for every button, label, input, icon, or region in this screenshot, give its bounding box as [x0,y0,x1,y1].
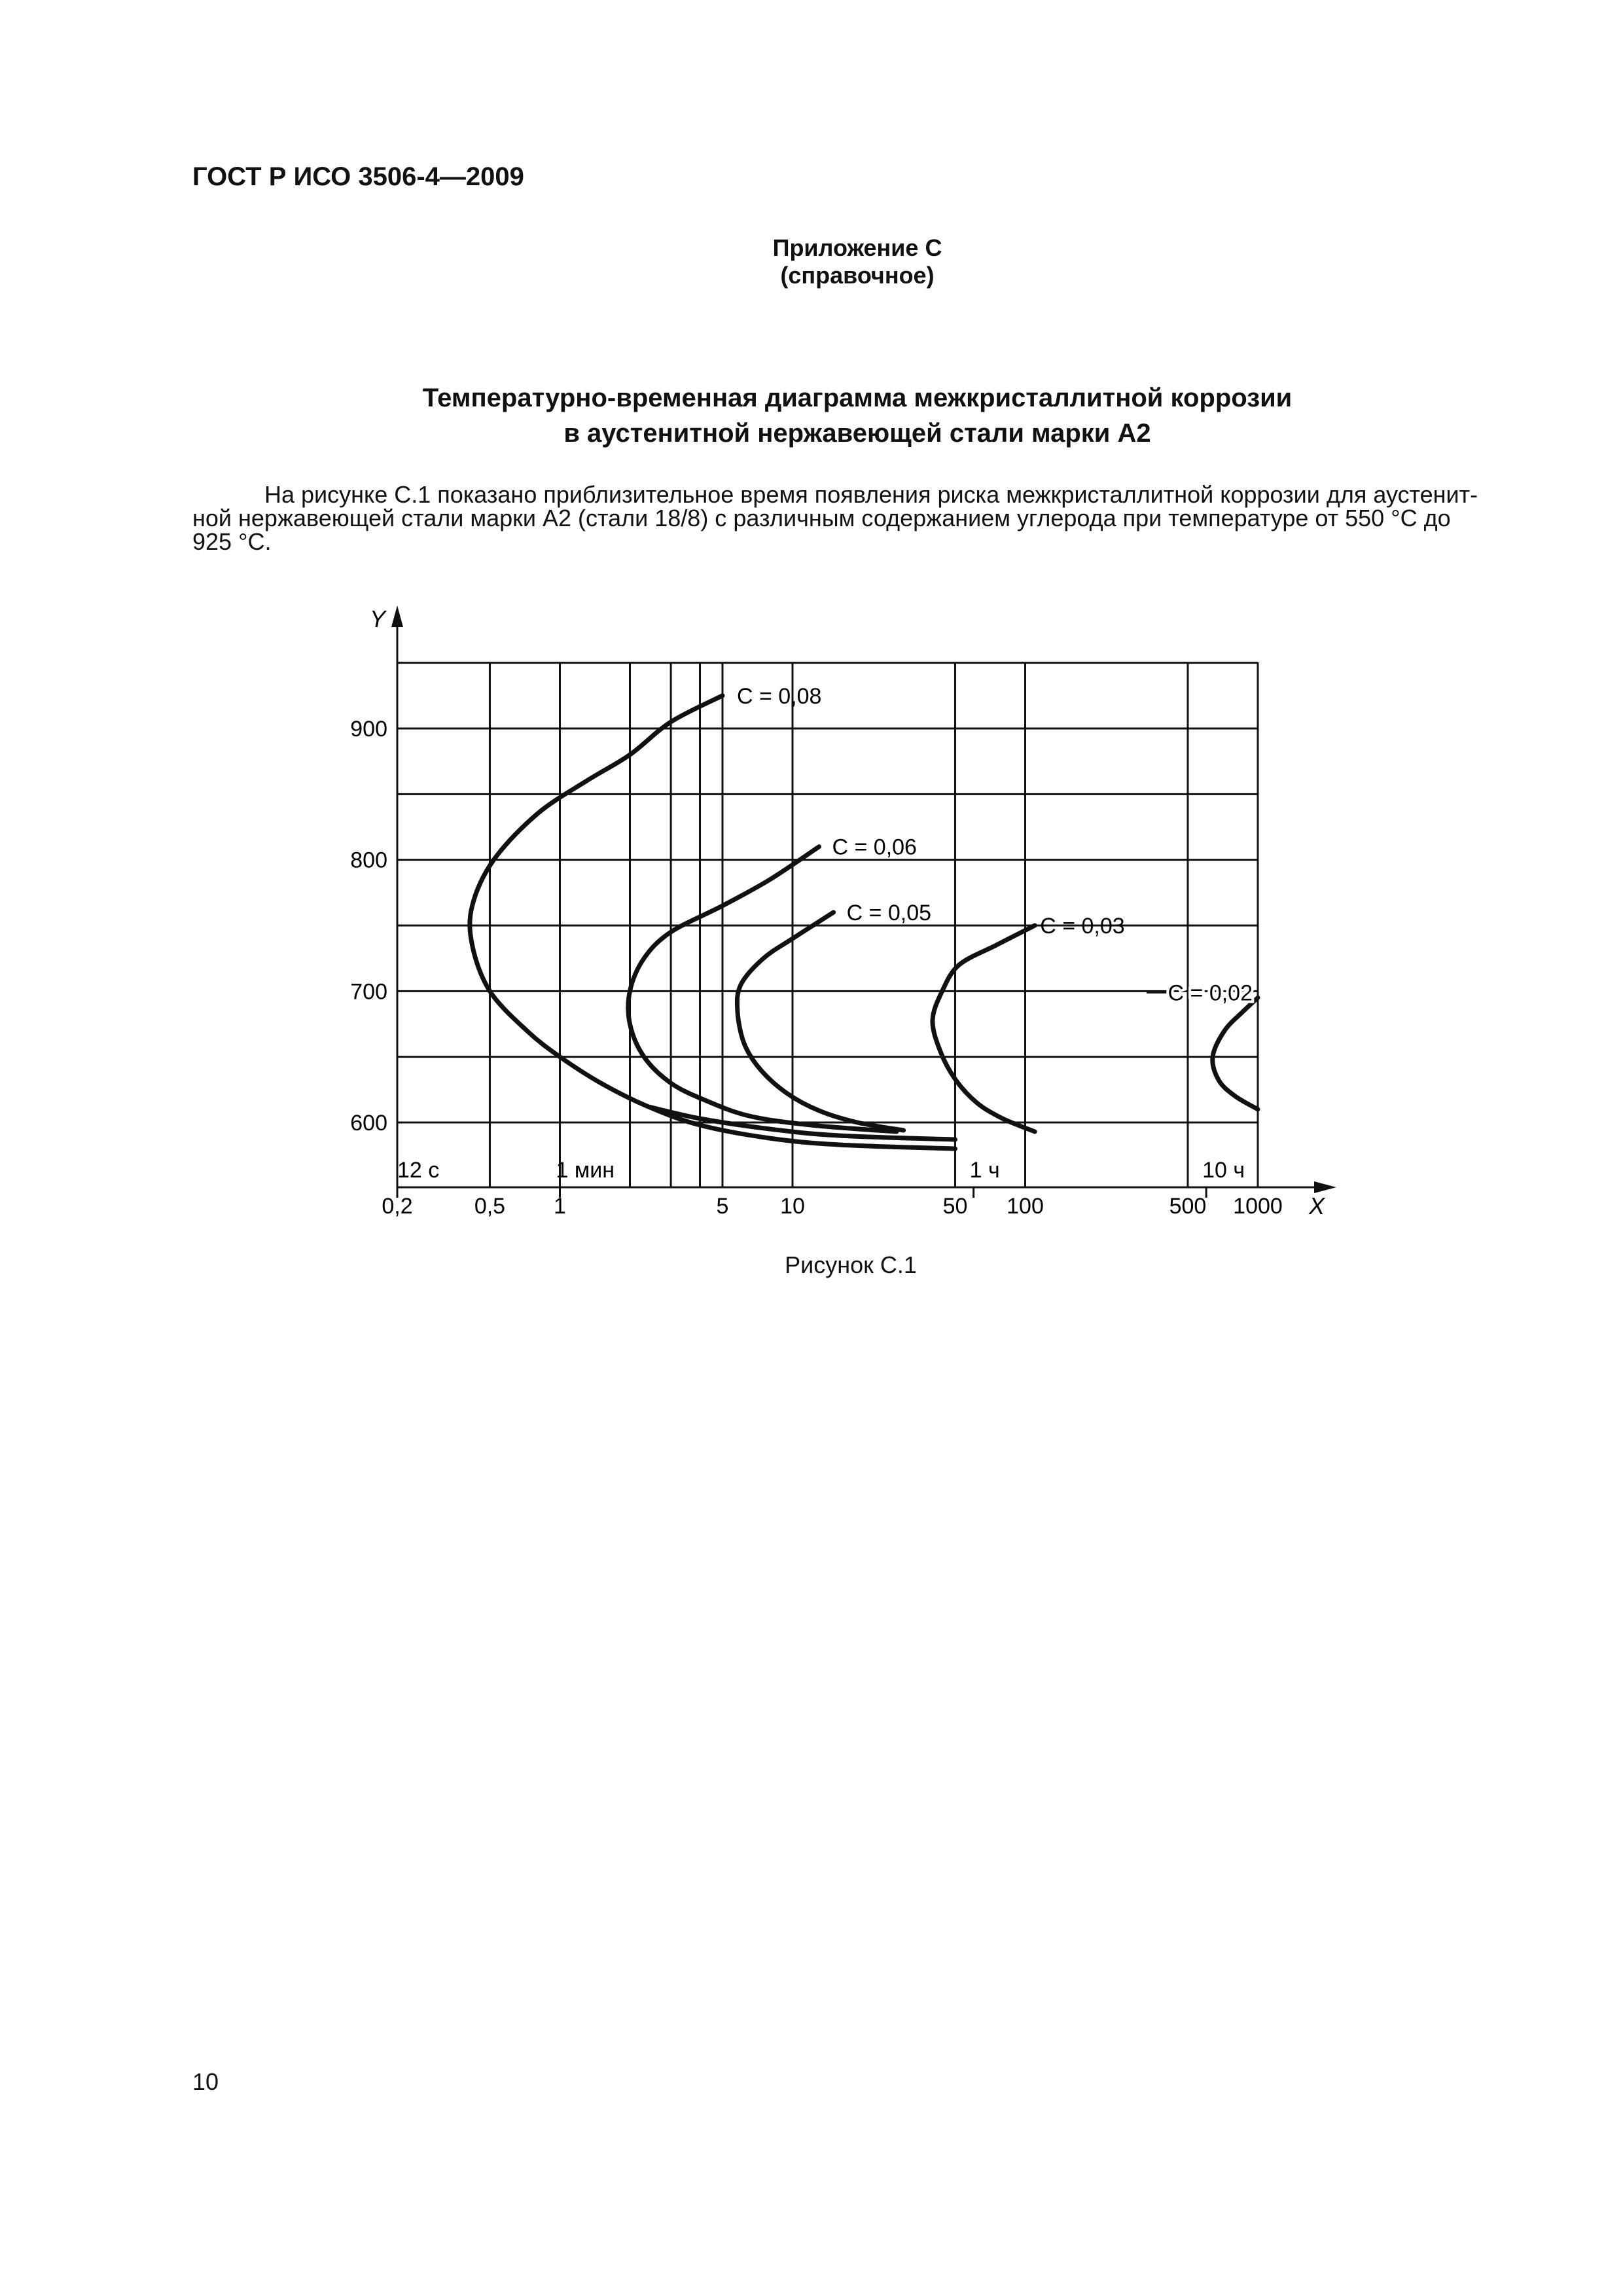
x-tick-label: 1000 [1233,1194,1283,1219]
figure-caption: Рисунок С.1 [785,1251,917,1278]
curve-c-0-03 [933,925,1035,1132]
paragraph-line: На рисунке С.1 показано приблизительное время появления риска межкристаллитной коррозии для аустенит- [264,481,1478,508]
chart-grid [397,662,1258,1187]
y-tick-label: 600 [350,1111,387,1136]
y-tick-label: 700 [350,979,387,1005]
x-tick-label: 10 [780,1194,805,1219]
x-tick-label: 100 [1007,1194,1044,1219]
page-number: 10 [192,2068,219,2095]
section-heading-line-1: Температурно-временная диаграмма межкристаллитной коррозии [422,384,1293,412]
appendix-title: Приложение С [772,234,942,261]
x-tick-label: 50 [942,1194,968,1219]
curve-annotation: C = 0,03 [1040,914,1125,939]
x-tick-label: 0,2 [382,1194,413,1219]
curve-c-0-05 [737,912,903,1130]
y-tick-label: 800 [350,848,387,873]
appendix-subtitle: (справочное) [780,262,935,289]
x-axis-title: X [1309,1193,1325,1219]
section-heading-line-2: в аустенитной нержавеющей стали марки А2 [563,419,1151,448]
y-tick-label: 900 [350,717,387,742]
time-marker-label: 1 мин [556,1158,615,1183]
paragraph-line: 925 °С. [192,528,272,555]
x-axis-arrow [1314,1181,1336,1193]
x-tick-label: 1 [554,1194,566,1219]
x-tick-label: 0,5 [474,1194,506,1219]
x-tick-label: 500 [1169,1194,1207,1219]
curve-annotation: C = 0,02 [1168,980,1253,1006]
curve-annotation: C = 0,08 [736,683,822,709]
curve-annotation: C = 0,06 [832,834,917,860]
curve-c-0-06 [628,847,897,1132]
paragraph-line: ной нержавеющей стали марки А2 (стали 18/8) с различным содержанием углерода при температуре от 550 °С до [192,505,1451,531]
curve-annotation: C = 0,05 [846,900,932,925]
y-axis-arrow [391,605,403,627]
time-marker-label: 12 с [397,1158,440,1183]
document-header: ГОСТ Р ИСО 3506-4—2009 [192,162,524,191]
x-tick-label: 5 [716,1194,729,1219]
y-axis-title: Y [370,605,386,632]
time-marker-label: 10 ч [1202,1158,1245,1183]
curve-c-0-02 [1213,997,1258,1109]
time-marker-label: 1 ч [969,1158,1000,1183]
